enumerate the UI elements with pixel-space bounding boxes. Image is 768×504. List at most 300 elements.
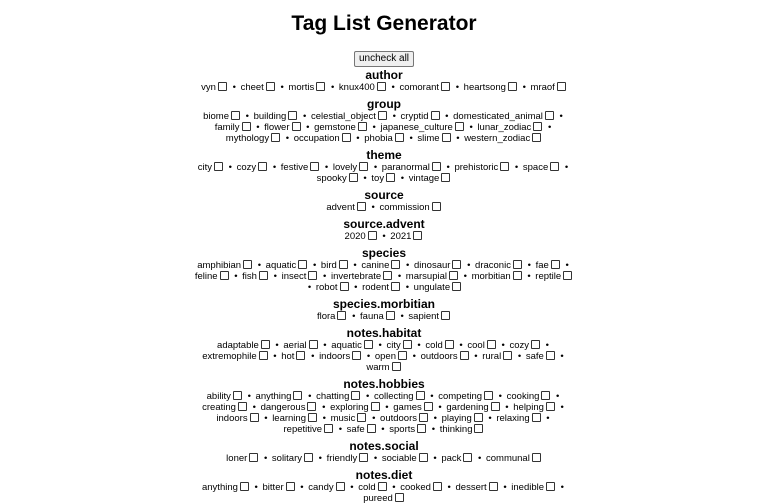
tag-item — [347, 424, 377, 435]
tag-checkbox[interactable] — [395, 133, 404, 142]
tag-checkbox[interactable] — [484, 391, 493, 400]
tag-item — [283, 340, 318, 351]
tag-item — [319, 351, 362, 362]
tag-label: gemstone — [314, 122, 356, 133]
tag-separator: • — [559, 111, 563, 122]
tag-item — [477, 122, 543, 133]
tag-checkbox[interactable] — [386, 173, 395, 182]
tag-item — [438, 391, 494, 402]
tag-checkbox[interactable] — [359, 162, 368, 171]
tag-checkbox[interactable] — [441, 173, 450, 182]
tag-checkbox[interactable] — [316, 82, 325, 91]
tag-item — [241, 82, 276, 93]
tag-separator: • — [273, 351, 277, 362]
tag-label: mortis — [288, 82, 315, 93]
tag-label: cold — [358, 482, 376, 493]
tag-separator: • — [527, 260, 531, 271]
tag-label: celestial_object — [310, 111, 376, 122]
tag-separator: • — [385, 402, 389, 413]
tag-item — [507, 391, 552, 402]
tag-item — [361, 260, 401, 271]
tag-separator: • — [363, 173, 367, 184]
tag-checkbox[interactable] — [342, 133, 351, 142]
tag-checkbox[interactable] — [308, 271, 317, 280]
tag-checkbox[interactable] — [324, 424, 333, 433]
tag-label: aquatic — [265, 260, 297, 271]
tag-label: invertebrate — [331, 271, 382, 282]
tag-item — [333, 162, 369, 173]
tag-checkbox[interactable] — [416, 391, 425, 400]
tag-label: indoors — [319, 351, 351, 362]
tag-item — [364, 133, 405, 144]
tag-checkbox[interactable] — [532, 133, 541, 142]
tag-label: space — [522, 162, 549, 173]
tag-label: japanese_culture — [380, 122, 453, 133]
section-title: source — [364, 188, 404, 202]
tag-separator: • — [564, 162, 569, 173]
tag-item — [226, 133, 281, 144]
tag-label: learning — [272, 413, 306, 424]
tag-checkbox[interactable] — [359, 453, 368, 462]
tag-checkbox[interactable] — [551, 260, 560, 269]
tag-label: dangerous — [260, 402, 306, 413]
tag-list — [194, 391, 574, 435]
tag-label: fish — [242, 271, 257, 282]
tag-list — [194, 482, 574, 504]
tag-item — [202, 482, 250, 493]
tag-label: outdoors — [380, 413, 418, 424]
tag-label: city — [386, 340, 401, 351]
tag-checkbox[interactable] — [417, 424, 426, 433]
section-title: species — [361, 246, 407, 260]
section-title: source.advent — [343, 217, 425, 231]
tag-checkbox[interactable] — [398, 351, 407, 360]
tag-item — [311, 111, 388, 122]
tag-checkbox[interactable] — [487, 340, 496, 349]
tag-checkbox[interactable] — [489, 482, 498, 491]
tag-item — [294, 133, 352, 144]
tag-item — [266, 260, 309, 271]
tag-label: commission — [379, 202, 430, 213]
tag-checkbox[interactable] — [371, 402, 380, 411]
tag-item — [358, 482, 387, 493]
tag-separator: • — [353, 260, 357, 271]
tag-item — [400, 482, 443, 493]
tag-item — [272, 413, 318, 424]
tag-label: comorant — [399, 82, 440, 93]
tag-separator: • — [546, 413, 550, 424]
tag-separator: • — [463, 271, 467, 282]
page-title: Tag List Generator — [291, 12, 477, 35]
tag-item — [513, 402, 556, 413]
tag-checkbox[interactable] — [452, 282, 461, 291]
tag-separator: • — [405, 282, 410, 293]
tag-checkbox[interactable] — [249, 453, 258, 462]
tag-label: pureed — [363, 493, 393, 504]
tag-label: creating — [202, 402, 236, 413]
tag-label: ungulate — [413, 282, 451, 293]
tag-checkbox[interactable] — [250, 413, 259, 422]
tag-separator: • — [560, 482, 564, 493]
tag-checkbox[interactable] — [339, 260, 348, 269]
tag-checkbox[interactable] — [340, 282, 349, 291]
tag-separator: • — [501, 340, 505, 351]
tag-checkbox[interactable] — [391, 260, 400, 269]
section-title: author — [365, 68, 403, 82]
uncheck-all-button[interactable]: uncheck all — [354, 51, 414, 67]
tag-separator: • — [324, 162, 329, 173]
tag-label: relaxing — [496, 413, 530, 424]
section-title: group — [367, 97, 401, 111]
tag-label: warm — [366, 362, 390, 373]
tag-label: slime — [417, 133, 440, 144]
tag-item — [366, 362, 401, 373]
tag-item — [195, 271, 230, 282]
tag-item — [467, 340, 496, 351]
tag-checkbox[interactable] — [240, 482, 249, 491]
tag-checkbox[interactable] — [220, 271, 229, 280]
tag-checkbox[interactable] — [442, 133, 451, 142]
tag-checkbox[interactable] — [218, 82, 227, 91]
tag-checkbox[interactable] — [351, 391, 360, 400]
tag-item — [288, 82, 326, 93]
tag-checkbox[interactable] — [233, 391, 242, 400]
tag-checkbox[interactable] — [413, 231, 422, 240]
tag-checkbox[interactable] — [378, 482, 387, 491]
tag-item — [215, 122, 252, 133]
tag-separator: • — [438, 402, 442, 413]
tag-label: anything — [255, 391, 292, 402]
tag-checkbox[interactable] — [336, 482, 345, 491]
tag-checkbox[interactable] — [259, 351, 268, 360]
tag-separator: • — [300, 482, 304, 493]
tag-separator: • — [392, 111, 396, 122]
tag-checkbox[interactable] — [474, 413, 483, 422]
tag-item — [440, 424, 485, 435]
tag-checkbox[interactable] — [432, 162, 441, 171]
tag-checkbox[interactable] — [378, 111, 387, 120]
tag-checkbox[interactable] — [337, 311, 346, 320]
tag-separator: • — [245, 111, 249, 122]
tag-separator: • — [371, 202, 375, 213]
tag-checkbox[interactable] — [309, 340, 318, 349]
tag-checkbox[interactable] — [368, 231, 377, 240]
tag-checkbox[interactable] — [550, 162, 559, 171]
tag-label: communal — [486, 453, 530, 464]
tag-separator: • — [455, 82, 460, 93]
tag-checkbox[interactable] — [424, 402, 433, 411]
tag-label: helping — [513, 402, 544, 413]
tag-item — [486, 453, 542, 464]
tag-checkbox[interactable] — [557, 82, 566, 91]
tag-label: collecting — [373, 391, 414, 402]
tag-label: cozy — [236, 162, 257, 173]
tag-label: safe — [525, 351, 544, 362]
tag-separator: • — [545, 340, 549, 351]
tag-separator: • — [352, 311, 356, 322]
tag-label: rodent — [362, 282, 390, 293]
tag-label: gardening — [446, 402, 489, 413]
tag-item — [464, 133, 542, 144]
tag-label: competing — [438, 391, 483, 402]
tag-checkbox[interactable] — [532, 453, 541, 462]
tag-separator: • — [307, 282, 312, 293]
tag-checkbox[interactable] — [357, 202, 366, 211]
tag-item — [399, 82, 451, 93]
tag-section — [0, 93, 768, 144]
tag-checkbox[interactable] — [441, 311, 450, 320]
tag-label: dinosaur — [413, 260, 451, 271]
tag-item — [421, 351, 470, 362]
tag-label: insect — [281, 271, 307, 282]
tag-item — [408, 311, 451, 322]
tag-label: 2020 — [344, 231, 366, 242]
tag-checkbox[interactable] — [452, 260, 461, 269]
tag-separator: • — [397, 271, 402, 282]
tag-separator: • — [354, 282, 358, 293]
tag-checkbox[interactable] — [238, 402, 247, 411]
tag-label: aerial — [283, 340, 307, 351]
tag-item — [308, 482, 345, 493]
tag-checkbox[interactable] — [392, 362, 401, 371]
tag-item — [316, 391, 361, 402]
tag-separator: • — [547, 122, 552, 133]
tag-label: vyn — [201, 82, 216, 93]
tag-checkbox[interactable] — [403, 340, 412, 349]
tag-checkbox[interactable] — [545, 111, 554, 120]
tag-separator: • — [446, 162, 450, 173]
tag-checkbox[interactable] — [292, 122, 301, 131]
tag-checkbox[interactable] — [358, 122, 367, 131]
tag-checkbox[interactable] — [546, 402, 555, 411]
tag-item — [284, 424, 335, 435]
tag-checkbox[interactable] — [431, 111, 440, 120]
tag-section — [0, 435, 768, 464]
tag-checkbox[interactable] — [307, 402, 316, 411]
tag-label: pack — [441, 453, 462, 464]
tag-item — [523, 162, 560, 173]
tag-label: sapient — [408, 311, 440, 322]
tag-item — [371, 173, 396, 184]
tag-separator: • — [256, 122, 260, 133]
tag-label: city — [197, 162, 213, 173]
tag-checkbox[interactable] — [242, 122, 251, 131]
tag-label: extremophile — [202, 351, 257, 362]
tag-item — [272, 453, 314, 464]
tag-checkbox[interactable] — [364, 340, 373, 349]
tag-item — [409, 173, 452, 184]
tag-checkbox[interactable] — [500, 162, 509, 171]
tag-item — [442, 413, 484, 424]
tag-separator: • — [391, 82, 395, 93]
tag-item — [475, 260, 523, 271]
tag-checkbox[interactable] — [513, 271, 522, 280]
tag-checkbox[interactable] — [271, 133, 280, 142]
tag-checkbox[interactable] — [304, 453, 313, 462]
tag-checkbox[interactable] — [259, 271, 268, 280]
tag-checkbox[interactable] — [308, 413, 317, 422]
tag-checkbox[interactable] — [563, 271, 572, 280]
tag-section — [0, 293, 768, 322]
tag-checkbox[interactable] — [298, 260, 307, 269]
tag-item — [375, 351, 408, 362]
tag-separator: • — [257, 260, 262, 271]
tag-separator: • — [445, 111, 449, 122]
tag-item — [362, 282, 401, 293]
tag-item — [363, 493, 405, 504]
tag-item — [207, 391, 243, 402]
tag-checkbox[interactable] — [445, 340, 454, 349]
tag-separator: • — [372, 122, 376, 133]
tag-checkbox[interactable] — [460, 351, 469, 360]
tag-separator: • — [312, 260, 317, 271]
tag-checkbox[interactable] — [266, 82, 275, 91]
tag-item — [217, 340, 271, 351]
tag-label: cooking — [506, 391, 540, 402]
tag-label: bitter — [262, 482, 284, 493]
tag-label: solitary — [271, 453, 302, 464]
tag-checkbox[interactable] — [433, 482, 442, 491]
tag-checkbox[interactable] — [391, 282, 400, 291]
tag-item — [330, 402, 381, 413]
section-title: theme — [366, 148, 402, 162]
tag-checkbox[interactable] — [383, 271, 392, 280]
tag-checkbox[interactable] — [531, 340, 540, 349]
tag-separator: • — [400, 173, 405, 184]
tag-separator: • — [433, 413, 437, 424]
tag-separator: • — [431, 424, 436, 435]
tag-checkbox[interactable] — [349, 173, 358, 182]
tag-item — [331, 413, 368, 424]
tag-section — [0, 373, 768, 435]
tag-item — [536, 260, 561, 271]
tag-checkbox[interactable] — [258, 162, 267, 171]
tag-checkbox[interactable] — [367, 424, 376, 433]
tag-label: biome — [203, 111, 229, 122]
tag-item — [511, 482, 556, 493]
tag-list — [194, 162, 574, 184]
tag-label: draconic — [475, 260, 511, 271]
tag-checkbox[interactable] — [310, 162, 319, 171]
tag-checkbox[interactable] — [288, 111, 297, 120]
tag-item — [453, 111, 555, 122]
tag-checkbox[interactable] — [503, 351, 512, 360]
tag-checkbox[interactable] — [352, 351, 361, 360]
tag-checkbox[interactable] — [432, 202, 441, 211]
tag-label: domesticated_animal — [453, 111, 543, 122]
tag-section — [0, 322, 768, 373]
tag-item — [345, 231, 378, 242]
tag-checkbox[interactable] — [286, 482, 295, 491]
tag-label: thinking — [439, 424, 473, 435]
tag-checkbox[interactable] — [491, 402, 500, 411]
tag-checkbox[interactable] — [455, 122, 464, 131]
tag-item — [374, 391, 426, 402]
tag-separator: • — [522, 82, 526, 93]
tag-item — [472, 271, 523, 282]
tag-separator: • — [503, 482, 507, 493]
tag-separator: • — [306, 122, 310, 133]
tag-checkbox[interactable] — [441, 82, 450, 91]
tag-separator: • — [273, 271, 277, 282]
tag-checkbox[interactable] — [296, 351, 305, 360]
tag-label: playing — [441, 413, 472, 424]
tag-label: 2021 — [390, 231, 412, 242]
tag-item — [281, 351, 306, 362]
tag-label: adaptable — [217, 340, 259, 351]
tag-checkbox[interactable] — [474, 424, 483, 433]
tag-checkbox[interactable] — [508, 82, 517, 91]
tag-checkbox[interactable] — [449, 271, 458, 280]
tag-checkbox[interactable] — [231, 111, 240, 120]
tag-checkbox[interactable] — [533, 122, 542, 131]
tag-item — [380, 413, 429, 424]
tag-label: loner — [226, 453, 248, 464]
section-title: notes.social — [349, 439, 419, 453]
tag-item — [496, 413, 541, 424]
tag-item — [464, 82, 518, 93]
tag-checkbox[interactable] — [546, 351, 555, 360]
tag-checkbox[interactable] — [261, 340, 270, 349]
tag-checkbox[interactable] — [243, 260, 252, 269]
tag-checkbox[interactable] — [546, 482, 555, 491]
tag-label: ability — [206, 391, 231, 402]
tag-list — [194, 453, 574, 464]
tag-label: games — [393, 402, 422, 413]
tag-checkbox[interactable] — [293, 391, 302, 400]
tag-label: cozy — [509, 340, 529, 351]
tag-separator: • — [560, 402, 564, 413]
tag-item — [417, 133, 451, 144]
tag-item — [401, 111, 441, 122]
tag-item — [414, 260, 462, 271]
tag-checkbox[interactable] — [419, 413, 428, 422]
tag-separator: • — [505, 402, 509, 413]
tag-separator: • — [474, 351, 478, 362]
tag-section — [0, 213, 768, 242]
tag-label: aquatic — [331, 340, 362, 351]
tag-checkbox[interactable] — [513, 260, 522, 269]
tag-checkbox[interactable] — [357, 413, 366, 422]
tag-label: fauna — [360, 311, 384, 322]
tag-label: building — [253, 111, 287, 122]
tag-separator: • — [378, 340, 382, 351]
tag-label: cold — [425, 340, 443, 351]
tag-label: cool — [467, 340, 485, 351]
tag-checkbox[interactable] — [377, 82, 386, 91]
tag-checkbox[interactable] — [214, 162, 223, 171]
tag-label: western_zodiac — [464, 133, 531, 144]
tag-item — [441, 453, 473, 464]
tag-checkbox[interactable] — [386, 311, 395, 320]
tag-checkbox[interactable] — [419, 453, 428, 462]
tag-item — [360, 311, 396, 322]
tag-separator: • — [433, 453, 437, 464]
tag-label: repetitive — [283, 424, 323, 435]
tag-checkbox[interactable] — [463, 453, 472, 462]
tag-item — [535, 271, 573, 282]
tag-checkbox[interactable] — [532, 413, 541, 422]
tag-label: exploring — [330, 402, 369, 413]
tag-checkbox[interactable] — [395, 493, 404, 502]
tag-item — [482, 351, 513, 362]
tag-item — [414, 282, 462, 293]
tag-separator: • — [247, 391, 251, 402]
tag-item — [379, 202, 441, 213]
tag-item — [261, 402, 318, 413]
tag-separator: • — [478, 453, 482, 464]
tag-checkbox[interactable] — [541, 391, 550, 400]
